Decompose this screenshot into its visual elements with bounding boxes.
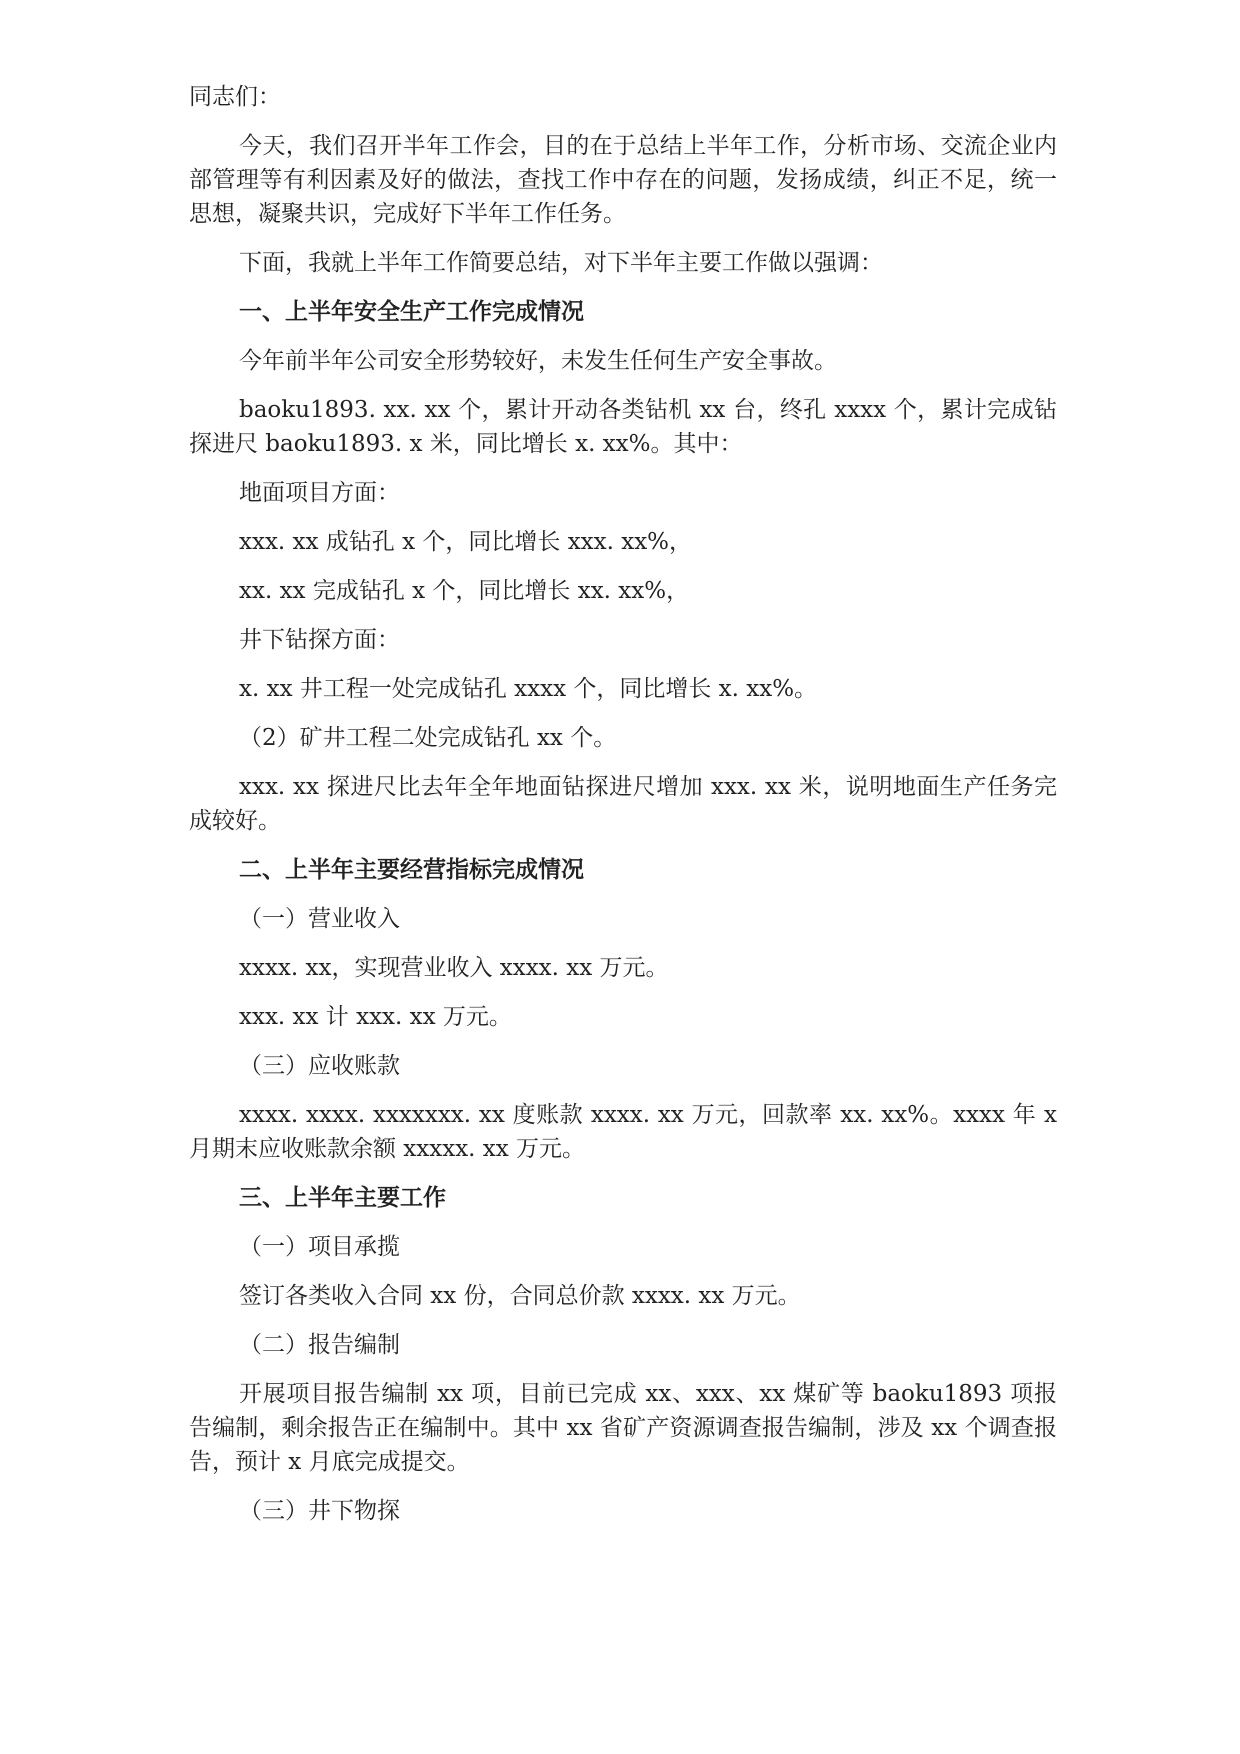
document-page	[189, 80, 1057, 1528]
paragraph-gap	[189, 1362, 1057, 1377]
paragraph: （三）应收账款	[239, 1053, 400, 1079]
paragraph-gap	[189, 559, 1057, 574]
paragraph-gap	[189, 231, 1057, 246]
paragraph-gap	[189, 1083, 1057, 1098]
paragraph: （二）报告编制	[239, 1332, 400, 1358]
paragraph-gap	[189, 936, 1057, 951]
paragraph-gap	[189, 378, 1057, 393]
paragraph: 下面，我就上半年工作简要总结，对下半年主要工作做以强调：	[239, 250, 883, 276]
paragraph-gap	[189, 1264, 1057, 1279]
section-heading: 二、上半年主要经营指标完成情况	[239, 856, 584, 883]
paragraph-gap	[189, 510, 1057, 525]
paragraph: 开展项目报告编制 xx 项，目前已完成 xx、xxx、xx 煤矿等 baoku1893 项报告编制，剩余报告正在编制中。其中 xx 省矿产资源调查报告编制，涉及 xx 个调查报告，预计 x 月底完成提交。	[189, 1381, 1057, 1475]
paragraph-gap	[189, 1215, 1057, 1230]
paragraph: xxx. xx 成钻孔 x 个，同比增长 xxx. xx%，	[239, 529, 693, 555]
paragraph-gap	[189, 329, 1057, 344]
paragraph-gap	[189, 461, 1057, 476]
paragraph: （一）营业收入	[239, 906, 400, 932]
paragraph: （2）矿井工程二处完成钻孔 xx 个。	[239, 725, 617, 751]
paragraph-gap	[189, 1479, 1057, 1494]
paragraph: x. xx 井工程一处完成钻孔 xxxx 个，同比增长 x. xx%。	[239, 676, 818, 702]
paragraph-gap	[189, 280, 1057, 295]
paragraph: xxx. xx 计 xxx. xx 万元。	[239, 1004, 512, 1030]
paragraph-gap	[189, 1034, 1057, 1049]
greeting: 同志们：	[189, 84, 281, 110]
paragraph: baoku1893. xx. xx 个，累计开动各类钻机 xx 台，终孔 xxxx 个，累计完成钻探进尺 baoku1893. x 米，同比增长 x. xx%。其中：	[189, 397, 1057, 457]
section-heading: 三、上半年主要工作	[239, 1184, 446, 1211]
paragraph: xx. xx 完成钻孔 x 个，同比增长 xx. xx%，	[239, 578, 690, 604]
paragraph-gap	[189, 608, 1057, 623]
paragraph-gap	[189, 657, 1057, 672]
paragraph-gap	[189, 1313, 1057, 1328]
paragraph-gap	[189, 985, 1057, 1000]
paragraph-gap	[189, 838, 1057, 853]
paragraph: 签订各类收入合同 xx 份，合同总价款 xxxx. xx 万元。	[239, 1283, 801, 1309]
paragraph: 今年前半年公司安全形势较好，未发生任何生产安全事故。	[239, 348, 837, 374]
paragraph-gap	[189, 706, 1057, 721]
paragraph: 地面项目方面：	[239, 480, 400, 506]
paragraph: xxxx. xx，实现营业收入 xxxx. xx 万元。	[239, 955, 669, 981]
paragraph-gap	[189, 114, 1057, 129]
paragraph: （一）项目承揽	[239, 1234, 400, 1260]
paragraph: 井下钻探方面：	[239, 627, 400, 653]
paragraph-gap	[189, 887, 1057, 902]
paragraph: 今天，我们召开半年工作会，目的在于总结上半年工作，分析市场、交流企业内部管理等有利因素及好的做法，查找工作中存在的问题，发扬成绩，纠正不足，统一思想，凝聚共识，完成好下半年工作任务。	[189, 133, 1057, 227]
paragraph-gap	[189, 755, 1057, 770]
section-heading: 一、上半年安全生产工作完成情况	[239, 298, 584, 325]
paragraph-gap	[189, 1166, 1057, 1181]
paragraph: （三）井下物探	[239, 1498, 400, 1524]
paragraph: xxxx. xxxx. xxxxxxx. xx 度账款 xxxx. xx 万元，回款率 xx. xx%。xxxx 年 x 月期末应收账款余额 xxxxx. xx 万元。	[189, 1102, 1057, 1162]
paragraph: xxx. xx 探进尺比去年全年地面钻探进尺增加 xxx. xx 米，说明地面生产任务完成较好。	[189, 774, 1057, 834]
